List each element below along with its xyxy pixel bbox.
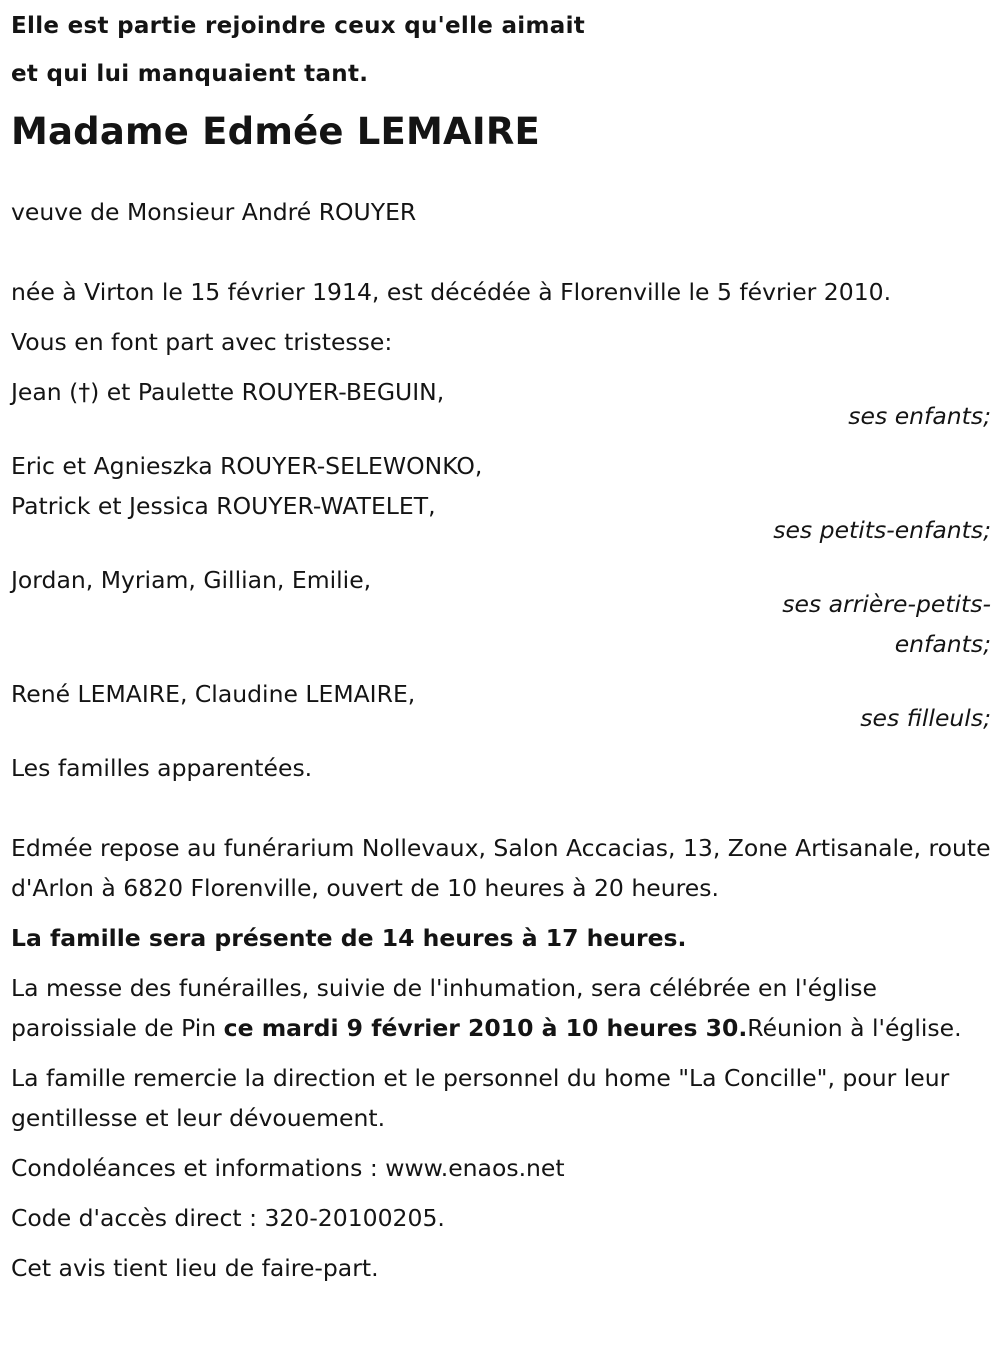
family-godchildren [11,674,991,738]
mass-date: ce mardi 9 février 2010 à 10 heures 30. [223,1014,748,1042]
godchildren-names: René LEMAIRE, Claudine LEMAIRE, [11,680,416,708]
funerarium-info: Edmée repose au funérarium Nollevaux, Salon Accacias, 13, Zone Artisanale, route d'Arlon à 6820 Florenville, ouvert de 10 heures à 20 heures. [11,834,991,902]
family-grandchildren [11,446,991,550]
great-grandchildren-names: Jordan, Myriam, Gillian, Emilie, [11,566,372,594]
relatives: Les familles apparentées. [11,754,313,782]
great-grandchildren-role: ses arrière-petits-enfants; [782,590,991,658]
mass-after: Réunion à l'église. [747,1014,962,1042]
children-role: ses enfants; [848,402,991,430]
children-names: Jean (†) et Paulette ROUYER-BEGUIN, [11,378,445,406]
grandchildren-role: ses petits-enfants; [773,516,991,544]
access-code: Code d'accès direct : 320-20100205. [11,1204,445,1232]
grandchildren-names-1: Eric et Agnieszka ROUYER-SELEWONKO, [11,452,483,480]
family-great-grandchildren [11,560,991,664]
closing-note: Cet avis tient lieu de faire-part. [11,1254,379,1282]
deceased-name: Madame Edmée LEMAIRE [11,110,540,153]
mass-info [11,968,991,1048]
mass-before: La messe des funérailles, suivie de l'inhumation, sera célébrée en l'église paroissiale de Pin [11,974,877,1042]
godchildren-role: ses filleuls; [860,704,991,732]
epigraph-line-1: Elle est partie rejoindre ceux qu'elle aimait [11,13,586,39]
epigraph-line-2: et qui lui manquaient tant. [11,61,369,87]
widow-of: veuve de Monsieur André ROUYER [11,198,417,226]
birth-death: née à Virton le 15 février 1914, est décédée à Florenville le 5 février 2010. [11,278,892,306]
announcement-intro: Vous en font part avec tristesse: [11,328,393,356]
grandchildren-names-2: Patrick et Jessica ROUYER-WATELET, [11,492,436,520]
condolences-info: Condoléances et informations : www.enaos.net [11,1154,565,1182]
family-children [11,372,991,436]
family-presence: La famille sera présente de 14 heures à 17 heures. [11,924,687,952]
thanks: La famille remercie la direction et le personnel du home "La Concille", pour leur gentillesse et leur dévouement. [11,1064,950,1132]
obituary-notice [11,0,991,1288]
epigraph [11,2,991,98]
